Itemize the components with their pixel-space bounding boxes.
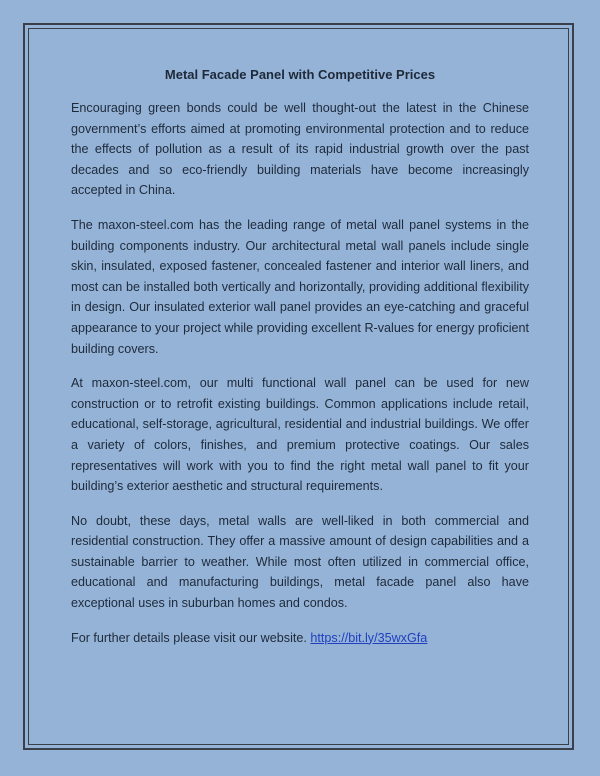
footer-paragraph bbox=[71, 628, 529, 649]
paragraph-green-bonds: Encouraging green bonds could be well thought-out the latest in the Chinese government’s efforts aimed at promoting environmental protection and to reduce the effects of pollution as a result of its rapid industrial growth over the past decades and so eco-friendly building materials have become increasingly accepted in China. bbox=[71, 101, 529, 198]
website-link[interactable]: https://bit.ly/35wxGfa bbox=[310, 630, 428, 645]
footer-text: For further details please visit our website. bbox=[71, 630, 311, 645]
document-title: Metal Facade Panel with Competitive Prices bbox=[164, 67, 436, 82]
paragraph-applications: At maxon-steel.com, our multi functional wall panel can be used for new construction or to retrofit existing buildings. Common applications include retail, educational, self-storage, agricultural, residential and industrial buildings. We offer a variety of colors, finishes, and premium protective coatings. Our sales representatives will work with you to find the right metal wall panel to fit your building’s exterior aesthetic and structural requirements. bbox=[71, 376, 529, 494]
paragraph-wall-panel-systems: The maxon-steel.com has the leading range of metal wall panel systems in the building components industry. Our architectural metal wall panels include single skin, insulated, exposed fastener, concealed fastener and interior wall liners, and most can be installed both vertically and horizontally, providing additional flexibility in design. Our insulated exterior wall panel provides an eye-catching and graceful appearance to your project while providing excellent R-values for energy proficient building covers. bbox=[71, 217, 529, 356]
document-body bbox=[71, 66, 529, 662]
paragraph-metal-walls: No doubt, these days, metal walls are well-liked in both commercial and residential construction. They offer a massive amount of design capabilities and a sustainable barrier to weather. While most often utilized in commercial office, educational and manufacturing buildings, metal facade panel also have exceptional uses in suburban homes and condos. bbox=[71, 513, 529, 611]
